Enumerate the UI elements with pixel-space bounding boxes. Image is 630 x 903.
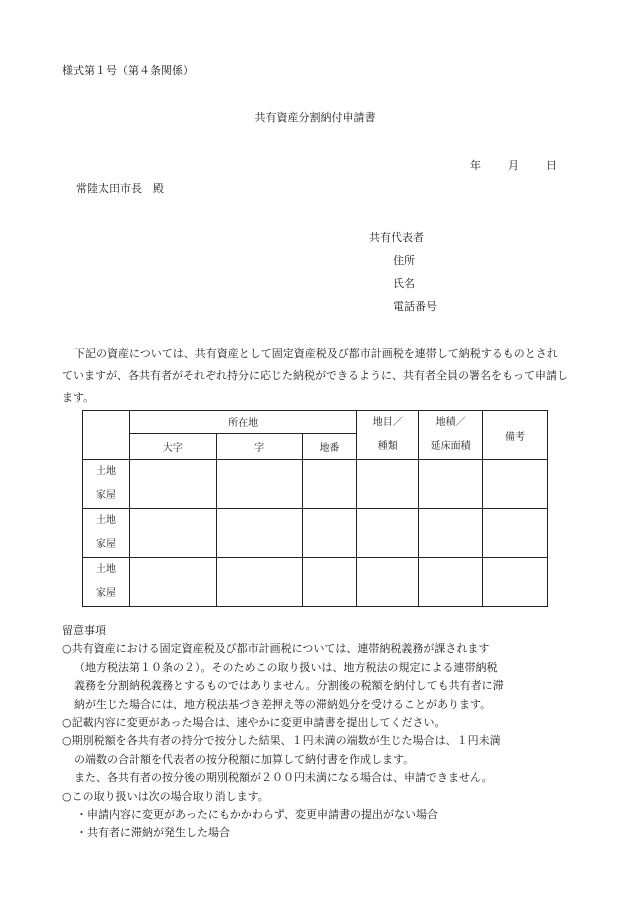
date-day-label: 日 — [546, 159, 557, 172]
phone-label: 電話番号 — [393, 300, 437, 313]
table-row — [83, 558, 548, 607]
note-4-bullet-1: ・申請内容に変更があったにもかかわらず、変更申請書の提出がない場合 — [76, 808, 439, 822]
notes-section — [62, 622, 504, 843]
land-category-header — [357, 411, 419, 460]
note-3-line-1: ○期別税額を各共有者の持分で按分した結果、１円未満の端数が生じた場合は、１円未満 — [62, 734, 501, 748]
notes-heading: 留意事項 — [62, 624, 106, 637]
house-label: 家屋 — [95, 588, 116, 599]
note-4-bullet-2: ・共有者に滞納が発生した場合 — [76, 826, 230, 840]
body-paragraph: 下記の資産については、共有資産として固定資産税及び都市計画税を連帯して納税するものとされていますが、各共有者がそれぞれ持分に応じた納税ができるように、共有者全員の署名をもって申請します。 — [62, 347, 568, 404]
note-1-line-1: ○共有資産における固定資産税及び都市計画税については、連帯納税義務が課されます — [62, 642, 490, 656]
aza-cell[interactable] — [216, 460, 302, 509]
house-label: 家屋 — [95, 539, 116, 550]
note-1-line-4: 納が生じた場合には、地方税法基づき差押え等の滞納処分を受けることがあります。 — [74, 697, 492, 711]
row-type-cell — [83, 558, 130, 607]
note-4: ○この取り扱いは次の場合取り消します。 — [62, 789, 269, 803]
remarks-cell[interactable] — [483, 558, 548, 607]
remarks-cell[interactable] — [483, 509, 548, 558]
chiban-cell[interactable] — [302, 509, 357, 558]
aza-cell[interactable] — [216, 558, 302, 607]
land-label: 土地 — [95, 515, 116, 526]
aza-cell[interactable] — [216, 509, 302, 558]
land-category-cell[interactable] — [357, 509, 419, 558]
row-type-cell — [83, 509, 130, 558]
oaza-cell[interactable] — [129, 558, 216, 607]
representative-label: 共有代表者 — [369, 231, 424, 244]
land-category-line1: 地目／ — [372, 417, 403, 428]
area-line1: 地積／ — [435, 417, 466, 428]
house-label: 家屋 — [95, 490, 116, 501]
remarks-header: 備考 — [483, 411, 548, 460]
remarks-cell[interactable] — [483, 460, 548, 509]
note-1-line-2: （地方税法第１０条の２）。そのためこの取り扱いは、地方税法の規定による連帯納税 — [74, 660, 498, 674]
area-cell[interactable] — [419, 509, 483, 558]
note-3-line-3: また、各共有者の按分後の期別税額が２００円未満になる場合は、申請できません。 — [74, 771, 493, 785]
land-category-cell[interactable] — [357, 460, 419, 509]
land-category-line2: 種類 — [377, 441, 398, 452]
date-year-label: 年 — [470, 159, 481, 172]
note-3-line-2: の端数の合計額を代表者の按分税額に加算して納付書を作成します。 — [74, 752, 415, 766]
land-label: 土地 — [95, 564, 116, 575]
document-title: 共有資産分割納付申請書 — [254, 111, 376, 124]
oaza-header: 大字 — [129, 433, 216, 459]
area-cell[interactable] — [419, 460, 483, 509]
oaza-cell[interactable] — [129, 460, 216, 509]
land-label: 土地 — [95, 466, 116, 477]
area-header — [419, 411, 483, 460]
oaza-cell[interactable] — [129, 509, 216, 558]
name-label: 氏名 — [393, 277, 415, 290]
form-number: 様式第１号（第４条関係） — [62, 64, 194, 77]
area-line2: 延床面積 — [430, 441, 471, 452]
addressee: 常陸太田市長 殿 — [76, 182, 164, 195]
table-row — [83, 460, 548, 509]
note-2: ○記載内容に変更があった場合は、速やかに変更申請書を提出してください。 — [62, 716, 446, 730]
aza-header: 字 — [216, 433, 302, 459]
location-header: 所在地 — [129, 411, 356, 434]
table-row — [83, 509, 548, 558]
note-1-line-3: 義務を分割納税義務とするものではありません。分割後の税額を納付しても共有者に滞 — [74, 679, 504, 693]
asset-table — [82, 410, 548, 607]
chiban-cell[interactable] — [302, 558, 357, 607]
land-category-cell[interactable] — [357, 558, 419, 607]
row-type-cell — [83, 460, 130, 509]
chiban-header: 地番 — [302, 433, 357, 459]
date-month-label: 月 — [508, 159, 519, 172]
area-cell[interactable] — [419, 558, 483, 607]
table-corner-cell — [83, 411, 130, 460]
date-line — [470, 157, 557, 173]
applicant-block — [369, 226, 437, 318]
chiban-cell[interactable] — [302, 460, 357, 509]
address-label: 住所 — [393, 254, 415, 267]
